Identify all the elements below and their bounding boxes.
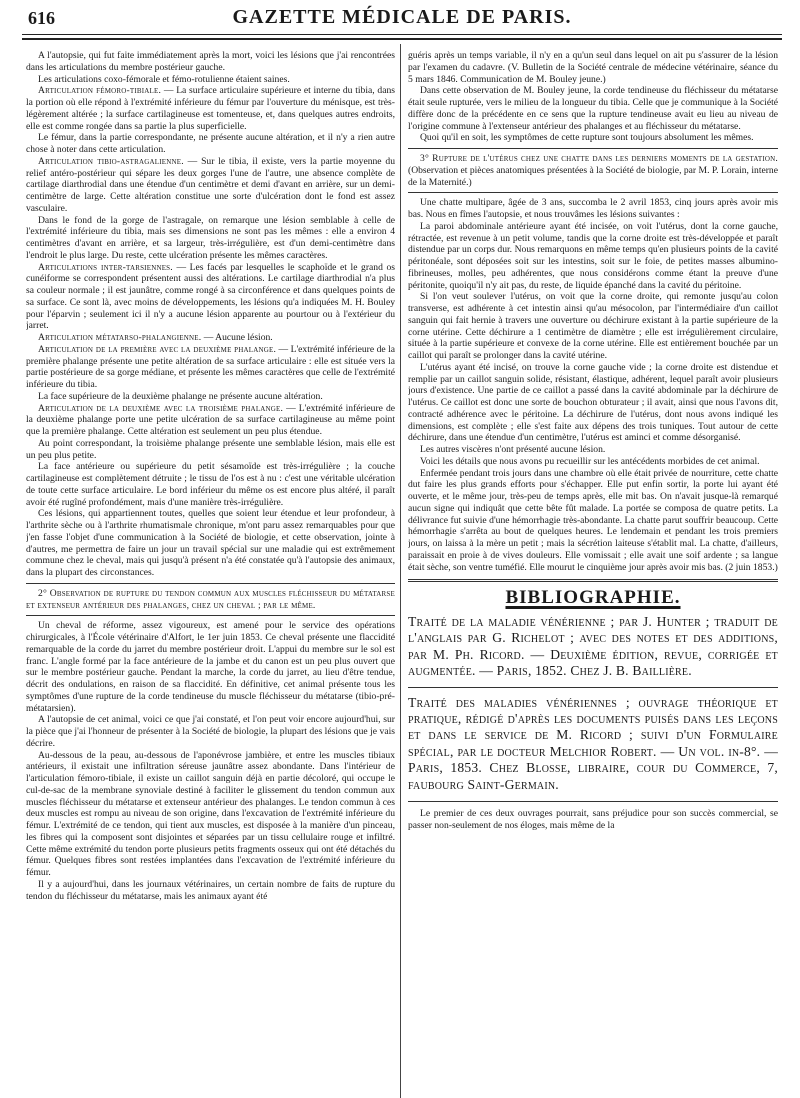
paragraph: Si l'on veut soulever l'utérus, on voit que la corne droite, qui remonte jusqu'au colon transverse, est adhérente à cet intestin ainsi qu'au mésocolon, par l'intermédiaire d'un caillot sanguin qui fait hernie à travers une ouverture ou déchirure existant à la partie supérieure de la corne utérine. Cette déchirure a 1 centimètre de diamètre ; elle est irrégulièrement circulaire, située à la partie supérieure et convexe de la corne utérine. Elle est entièrement bouchée par un caillot qui paraît se prolonger dans la cavité utérine.: [408, 291, 778, 361]
paragraph: Articulation tibio-astragalienne. — Sur le tibia, il existe, vers la partie moyenne du relief antéro-postérieur qui sépare les deux gorges l'une de l'autre, une absence complète de cartilage diarthrodial dans une étendue d'un centimètre et demi d'avant en arrière, sur un demi-centimètre de large. Cette altération constitue une sorte d'ulcération dont le fond est assez vasculaire.: [26, 155, 395, 214]
paragraph: La face supérieure de la deuxième phalange ne présente aucune altération.: [38, 390, 323, 402]
paragraph: Une chatte multipare, âgée de 3 ans, succomba le 2 avril 1853, cinq jours après avoir mis bas. Nous en fîmes l'autopsie, et nous trouvâmes les lésions suivantes :: [408, 197, 778, 220]
bibliography-entries: [408, 614, 778, 802]
paragraph: Au-dessous de la peau, au-dessous de l'aponévrose jambière, et entre les muscles tibiaux antérieurs, il existait une infiltration séreuse jaunâtre assez abondante. Dans l'intérieur de l'articulation fémoro-tibiale, il existe un caillot sanguin déjà en partie décoloré, qui occupe le cul-de-sac de la membrane synoviale destiné à faciliter le glissement du tendon commun aux muscles fléchisseur du métatarse et extenseur antérieur des phalanges. Le tendon commun à ces deux muscles est rompu au niveau de son origine, dans l'excavation de l'extrémité inférieure du fémur. L'extrémité de ce tendon, qui tient aux muscles, est disposée à la manière d'un pinceau, les fibres qui la composent sont disjointes et séparées par un tissu cellulaire rouge et infiltré. Cette même extrémité du tendon porte plusieurs petits fragments osseux qui ont été détachés du fémur. Quelques fibres sont restées implantées dans l'excavation de l'extrémité inférieure du fémur.: [26, 749, 395, 878]
paragraph: Le premier de ces deux ouvrages pourrait, sans préjudice pour son succès commercial, se passer non-seulement de nos éloges, mais même de la: [408, 808, 778, 831]
paragraph: Au point correspondant, la troisième phalange présente une semblable lésion, mais elle est un peu plus petite.: [26, 437, 395, 461]
paragraph: Articulation de la première avec la deuxième phalange. — L'extrémité inférieure de la première phalange présente une petite altération de sa surface articulaire : elle est située vers la partie postérieure de sa gorge médiane, et présente les mêmes caractères que celle de l'extrémité inférieure du tibia.: [26, 343, 395, 390]
section-heading: Articulation fémoro-tibiale.: [38, 85, 162, 97]
entry-rule: [408, 801, 778, 802]
paragraph: A l'autopsie, qui fut faite immédiatement après la mort, voici les lésions que j'ai rencontrées dans les articulations du membre postérieur gauche.: [26, 50, 395, 73]
paragraph: Quoi qu'il en soit, les symptômes de cette rupture sont toujours absolument les mêmes.: [420, 132, 754, 144]
paragraph: Voici les détails que nous avons pu recueillir sur les antécédents morbides de cet animal.: [420, 455, 760, 467]
page-header: [22, 0, 782, 34]
section-rule: [408, 148, 778, 149]
paragraph: Il y a aujourd'hui, dans les journaux vétérinaires, un certain nombre de faits de rupture du tendon du fléchisseur du métatarse, mais les animaux ayant été: [26, 878, 395, 902]
paragraph: Articulations inter-tarsiennes. — Les facés par lesquelles le scaphoïde et le grand os cunéiforme se correspondent présentent aussi des altérations. Le cartilage diarthrodial n'a plus sa couleur normale ; il est jaunâtre, comme rongé à sa circonférence et dans quelques points de sa surface. Ce sont là, avec moins de développements, les lésions qu'a indiquées M. H. Bouley pour l'éparvin ; seulement ici il n'y a aucune lésion apparente au pourtour ou à l'extérieur du jarret.: [26, 261, 395, 332]
section-rule: [26, 615, 395, 616]
left-column: [26, 50, 395, 1092]
observation-heading: 2° Observation de rupture du tendon commun aux muscles fléchisseur du métatarse et extenseur antérieur des phalanges, chez un cheval ; par le même.: [26, 587, 395, 611]
paragraph: Les articulations coxo-fémorale et fémo-rotulienne étaient saines.: [38, 73, 290, 85]
paragraph: 3° Rupture de l'utérus chez une chatte dans les derniers moments de la gestation. (Observation et pièces anatomiques présentées à la Société de biologie, par M. P. Lorain, interne de la Maternité.): [408, 153, 778, 188]
column-divider: [400, 44, 401, 1098]
section-double-rule: [408, 579, 778, 582]
right-column: [408, 50, 778, 1092]
header-rule: [22, 34, 782, 35]
paragraph: Le fémur, dans la partie correspondante, ne présente aucune altération, et il n'y a rien autre chose à noter dans cette articulation.: [26, 132, 395, 155]
paragraph: Articulation métatarso-phalangienne. — Aucune lésion.: [38, 332, 273, 343]
bibliography-title: BIBLIOGRAPHIE.: [505, 587, 681, 609]
section-heading: Articulation tibio-astragalienne.: [38, 155, 184, 167]
paragraph: Articulation fémoro-tibiale. — La surface articulaire supérieure et interne du tibia, dans la portion où elle répond à l'extrémité inférieure du fémur par l'ouverture du ménisque, est très-légèrement altérée ; la surface cartilagineuse est tomenteuse, et, dans quelques autres endroits, elle est comme rongée dans sa partie la plus superficielle.: [26, 85, 395, 132]
header-rule-thick: [22, 38, 782, 40]
paragraph: Les autres viscères n'ont présenté aucune lésion.: [420, 444, 606, 455]
paragraph: Ces lésions, qui appartiennent toutes, quelles que soient leur étendue et leur profondeur, à l'arthrite sèche ou à l'arthrite rhumatismale chronique, m'ont paru assez remarquables pour que j'en fasse l'objet d'une communication à la Société de biologie, et cette observation, jointe à d'autres, me permettra de faire un jour un travail spécial sur une maladie qui est extrêmement commune chez le cheval, mais qui jusqu'à présent n'a été constatée qu'à l'autopsie des animaux, dans la plupart des circonstances.: [26, 508, 395, 578]
paragraph: Articulation de la deuxième avec la troisième phalange. — L'extrémité inférieure de la deuxième phalange porte une petite ulcération de sa surface cartilagineuse au même point que la première phalange. Cette altération est seulement un peu plus étendue.: [26, 402, 395, 437]
paragraph: La face antérieure ou supérieure du petit sésamoïde est très-irrégulière ; la couche cartilagineuse est complètement détruite ; le tissu de l'os est à nu : c'est une véritable ulcération de toute cette surface articulaire. Le bord inférieur du même os est encore plus altéré, il paraît avoir été rugîné profondément, mais d'une manière très-irrégulière.: [26, 461, 395, 508]
paragraph: guéris après un temps variable, il n'y en a qu'un seul dans lequel on ait pu s'assurer de la lésion par l'examen du cadavre. (V. Bulletin de la Société centrale de médecine vétérinaire, séance du 5 mars 1846. Communication de M. Bouley jeune.): [408, 50, 778, 85]
paragraph: Un cheval de réforme, assez vigoureux, est amené pour le service des opérations chirurgicales, à l'École vétérinaire d'Alfort, le 1er juin 1853. Ce cheval présente une flaccidité remarquable de la corde du jarret du membre postérieur droit. L'appui du membre sur le sol est franc. L'angle formé par la face antérieure de la jambe et du canon est un peu plus ouvert que sur le membre postérieur gauche. Pendant la marche, la corde du jarret, au lieu d'être tendue, décrit des ondulations, en raison de sa flaccidité. En définitive, cet animal présente tous les symptômes d'une rupture de la corde tendineuse du muscle fléchisseur du métatarse (tibio-pré-métatarsien).: [26, 620, 395, 714]
section-heading: Articulations inter-tarsiennes.: [38, 261, 173, 273]
observation-heading: 3° Rupture de l'utérus chez une chatte dans les derniers moments de la gestation.: [420, 153, 778, 164]
paragraph: A l'autopsie de cet animal, voici ce que j'ai constaté, et l'on peut voir encore aujourd'hui, sur la pièce que j'ai l'honneur de présenter à la Société de biologie, la plupart des lésions que je vais décrire.: [26, 714, 395, 749]
paragraph: Dans le fond de la gorge de l'astragale, on remarque une lésion semblable à celle de l'extrémité inférieure du tibia, mais ses dimensions ne sont pas les mêmes : elle a environ 4 centimètres d'avant en arrière, et sa largeur, très-irrégulière, est d'un demi-centimètre dans l'endroit le plus large. Du reste, cette ulcération présente les mêmes caractères.: [26, 214, 395, 261]
section-heading: Articulation de la deuxième avec la troisième phalange.: [38, 402, 284, 414]
section-heading: Articulation métatarso-phalangienne.: [38, 332, 202, 343]
bibliography-entry: Traité de la maladie vénérienne ; par J. Hunter ; traduit de l'anglais par G. Richelot ; avec des notes et des additions, par M. Ph. Ricord. — Deuxième édition, revue, corrigée et augmentée. — Paris, 1852. Chez J. B. Baillière.: [408, 614, 778, 679]
paragraph: Enfermée pendant trois jours dans une chambre où elle était privée de nourriture, cette chatte dut faire les plus grands efforts pour s'échapper. Elle put enfin sortir, la porte lui ayant été ouverte, et le même jour, très-peu de temps après, elle mit bas. On n'avait jusque-là remarqué aucun signe qui indiquât que cette bête fût malade. La portée se composa de quatre petits. La délivrance fut suivie d'une hémorrhagie très-abondante. La chatte parut souffrir beaucoup. Cette hémorrhagie s'arrêta au bout de quelques heures. Le lendemain et pendant les trois premiers jours, on laissa à la mère un petit ; mais la sécrétion laiteuse s'établit mal. La chatte, d'ailleurs, paraissait en proie à de vives douleurs. Elle vomissait ; elle avait une soif ardente ; sa langue était sèche, son ventre tuméfié. Elle mourut le cinquième jour après avoir mis bas. (2 juin 1853.): [408, 467, 778, 573]
bibliography-entry: Traité des maladies vénériennes ; ouvrage théorique et pratique, rédigé d'après les documents puisés dans les leçons et dans le service de M. Ricord ; suivi d'un Formulaire spécial, par le docteur Melchior Robert. — Un vol. in-8°. — Paris, 1853. Chez Blosse, libraire, cour du Commerce, 7, faubourg Saint-Germain.: [408, 694, 778, 792]
entry-rule: [408, 687, 778, 688]
journal-title: GAZETTE MÉDICALE DE PARIS.: [232, 6, 572, 28]
page-number: 616: [28, 8, 55, 28]
paragraph: La paroi abdominale antérieure ayant été incisée, on voit l'utérus, dont la corne gauche, rétractée, est revenue à un petit volume, tandis que la corne droite est très-développée et paraît distendue par un corps dur. Nous remarquons en même temps qu'en plusieurs points de la cavité péritonéale, sont déposées soit sur les intestins, soit sur le foie, de petites masses albumino-fibrineuses, molles, peu adhérentes, que nous considérons comme étant la preuve d'une péritonite, quoiqu'il n'y ait pas, du reste, de liquide épanché dans la cavité du péritoine.: [408, 220, 778, 291]
section-rule: [408, 192, 778, 193]
section-heading: Articulation de la première avec la deuxième phalange.: [38, 343, 277, 355]
paragraph: L'utérus ayant été incisé, on trouve la corne gauche vide ; la corne droite est distendue et remplie par un caillot sanguin solide, résistant, élastique, adhérent, lequel paraît avoir plusieurs jours d'existence. Une partie de ce caillot a passé dans la cavité abdominale par la déchirure de l'utérus. Ce caillot est donc une sorte de bouchon obturateur ; il avait, ainsi que nous l'avons dit, contracté adhérence avec le péritoine. La déchirure de l'utérus, dont nous avons indiqué les dimensions, est complète ; elle s'est faite aux dépens des trois tuniques. Tout autour de cette déchirure, dans une étendue d'un centimètre, l'utérus est aminci et comme désorganisé.: [408, 361, 778, 444]
paragraph: Dans cette observation de M. Bouley jeune, la corde tendineuse du fléchisseur du métatarse était seule rupturée, vers le milieu de la longueur du tibia. Celle que je communique à la Société diffère donc de la précédente en ce sens que la rupture tendineuse avait eu lieu au niveau de l'origine commune à l'extenseur antérieur des phalanges et au fléchisseur du métatarse.: [408, 85, 778, 132]
section-rule: [26, 583, 395, 584]
